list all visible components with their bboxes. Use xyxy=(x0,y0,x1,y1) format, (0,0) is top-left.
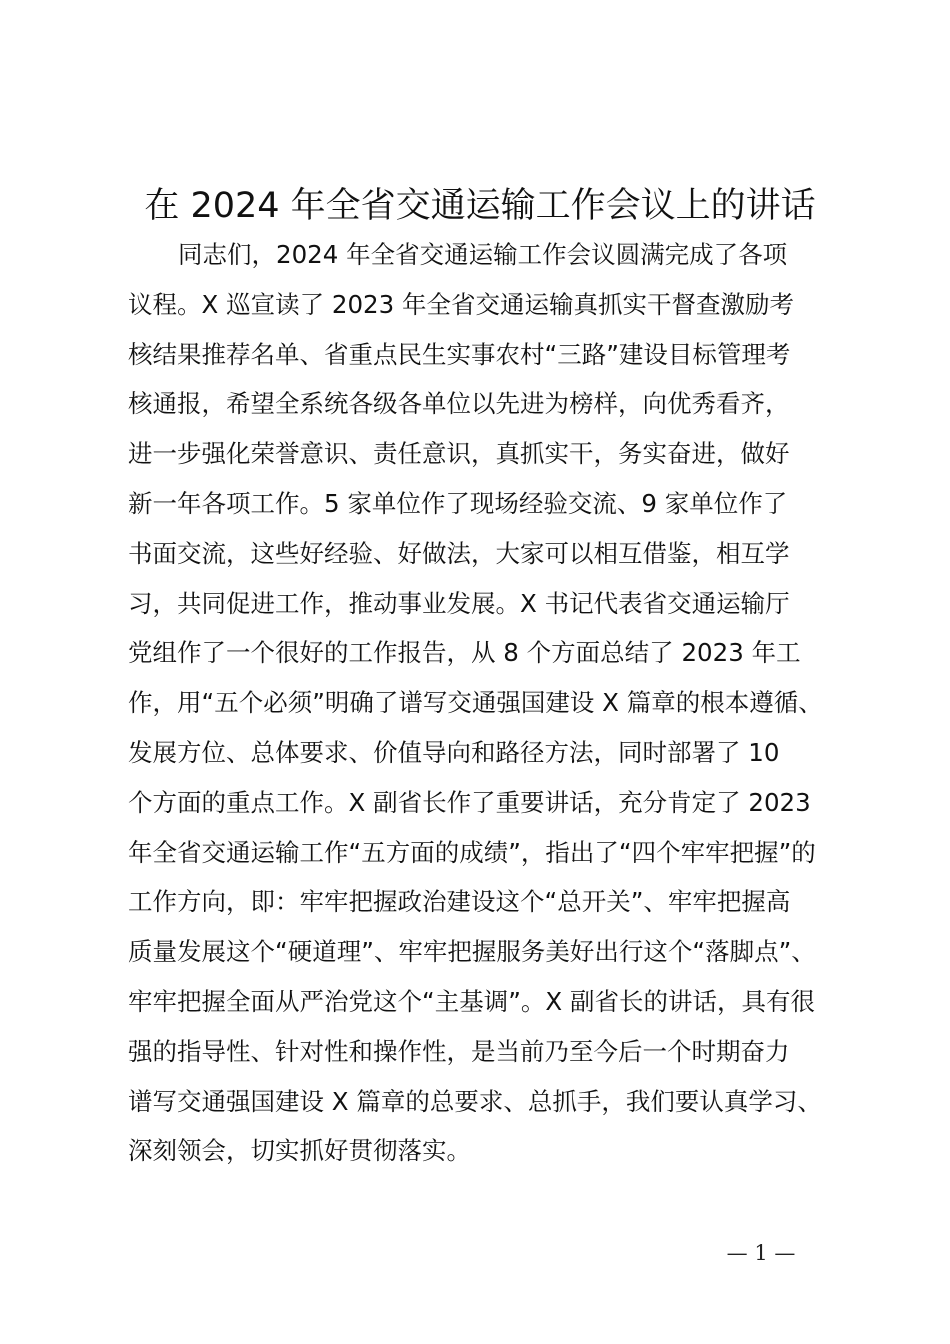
paragraph-line: 深刻领会，切实抓好贯彻落实。 xyxy=(128,1136,471,1166)
paragraph-line: 进一步强化荣誉意识、责任意识，真抓实干，务实奋进，做好 xyxy=(128,439,790,469)
paragraph-line: 工作方向，即：牢牢把握政治建设这个“总开关”、牢牢把握高 xyxy=(128,887,791,917)
paragraph-line: 习，共同促进工作，推动事业发展。X 书记代表省交通运输厅 xyxy=(128,588,790,618)
paragraph-line: 年全省交通运输工作“五方面的成绩”，指出了“四个牢牢把握”的 xyxy=(128,837,816,867)
paragraph-line: 质量发展这个“硬道理”、牢牢把握服务美好出行这个“落脚点”、 xyxy=(128,937,816,967)
paragraph-line: 党组作了一个很好的工作报告，从 8 个方面总结了 2023 年工 xyxy=(128,638,801,668)
paragraph-line: 核通报，希望全系统各级各单位以先进为榜样，向优秀看齐， xyxy=(128,389,790,419)
paragraph-line: 议程。X 巡宣读了 2023 年全省交通运输真抓实干督查激励考 xyxy=(128,289,794,319)
paragraph-line: 牢牢把握全面从严治党这个“主基调”。X 副省长的讲话，具有很 xyxy=(128,986,815,1016)
paragraph-line: 同志们，2024 年全省交通运输工作会议圆满完成了各项 xyxy=(178,240,788,269)
paragraph-line: 强的指导性、针对性和操作性，是当前乃至今后一个时期奋力 xyxy=(128,1036,790,1066)
speech-paragraph xyxy=(128,230,848,1176)
paragraph-line: 谱写交通强国建设 X 篇章的总要求、总抓手，我们要认真学习、 xyxy=(128,1086,822,1116)
paragraph-line: 核结果推荐名单、省重点民生实事农村“三路”建设目标管理考 xyxy=(128,339,791,369)
paragraph-line: 新一年各项工作。5 家单位作了现场经验交流、9 家单位作了 xyxy=(128,488,788,518)
document-title: 在 2024 年全省交通运输工作会议上的讲话 xyxy=(144,186,816,226)
paragraph-line: 个方面的重点工作。X 副省长作了重要讲话，充分肯定了 2023 xyxy=(128,787,811,817)
paragraph-line: 作，用“五个必须”明确了谱写交通强国建设 X 篇章的根本遵循、 xyxy=(128,688,823,718)
paragraph-line: 书面交流，这些好经验、好做法，大家可以相互借鉴，相互学 xyxy=(128,538,790,568)
page-number: — 1 — xyxy=(726,1241,796,1265)
paragraph-line: 发展方位、总体要求、价值导向和路径方法，同时部署了 10 xyxy=(128,737,780,767)
